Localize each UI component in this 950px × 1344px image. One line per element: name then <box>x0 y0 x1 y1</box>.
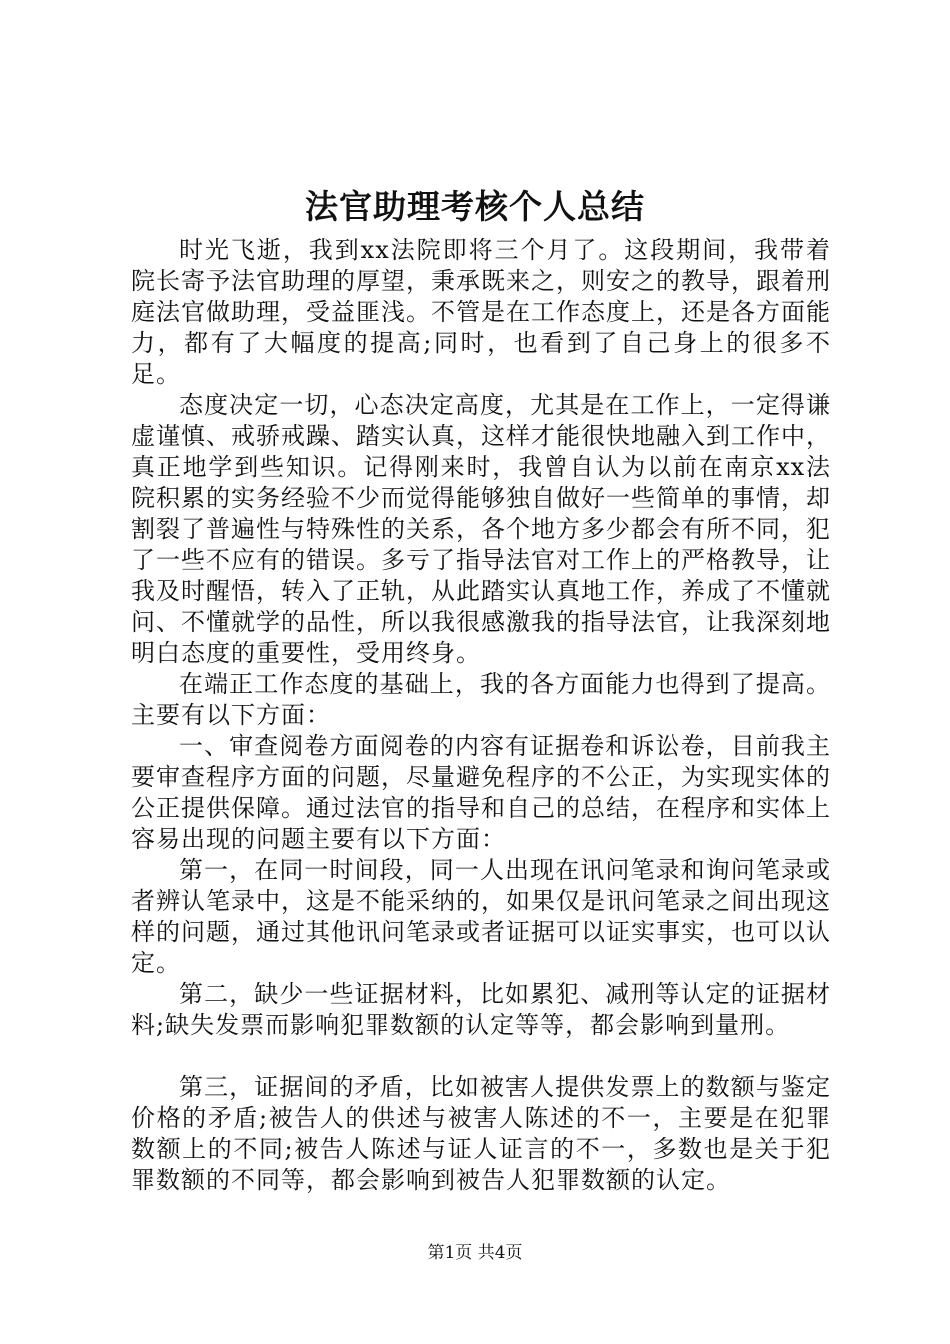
paragraph: 第三，证据间的矛盾，比如被害人提供发票上的数额与鉴定价格的矛盾;被告人的供述与被害人陈述的不一，主要是在犯罪数额上的不同;被告人陈述与证人证言的不一，多数也是关于犯罪数额的不同等，都会影响到被告人犯罪数额的认定。 <box>131 1073 831 1194</box>
document-body <box>131 235 831 1196</box>
document-title: 法官助理考核个人总结 <box>305 187 645 226</box>
paragraph: 在端正工作态度的基础上，我的各方面能力也得到了提高。主要有以下方面： <box>131 670 831 729</box>
paragraph: 第二，缺少一些证据材料，比如累犯、减刑等认定的证据材料;缺失发票而影响犯罪数额的认定等等，都会影响到量刑。 <box>131 980 831 1039</box>
paragraph: 一、审查阅卷方面阅卷的内容有证据卷和诉讼卷，目前我主要审查程序方面的问题，尽量避免程序的不公正，为实现实体的公正提供保障。通过法官的指导和自己的总结，在程序和实体上容易出现的问题主要有以下方面： <box>131 732 831 853</box>
paragraph: 第一，在同一时间段，同一人出现在讯问笔录和询问笔录或者辨认笔录中，这是不能采纳的，如果仅是讯问笔录之间出现这样的问题，通过其他讯问笔录或者证据可以证实事实，也可以认定。 <box>131 856 831 977</box>
page-footer: 第1页 共4页 <box>427 1243 523 1263</box>
paragraph: 时光飞逝，我到xx法院即将三个月了。这段期间，我带着院长寄予法官助理的厚望，秉承既来之，则安之的教导，跟着刑庭法官做助理，受益匪浅。不管是在工作态度上，还是各方面能力，都有了大幅度的提高;同时，也看到了自己身上的很多不足。 <box>131 236 831 388</box>
paragraph: 态度决定一切，心态决定高度，尤其是在工作上，一定得谦虚谨慎、戒骄戒躁、踏实认真，这样才能很快地融入到工作中，真正地学到些知识。记得刚来时，我曾自认为以前在南京xx法院积累的实务经验不少而觉得能够独自做好一些简单的事情，却割裂了普遍性与特殊性的关系，各个地方多少都会有所不同，犯了一些不应有的错误。多亏了指导法官对工作上的严格教导，让我及时醒悟，转入了正轨，从此踏实认真地工作，养成了不懂就问、不懂就学的品性，所以我很感激我的指导法官，让我深刻地明白态度的重要性，受用终身。 <box>131 391 831 667</box>
